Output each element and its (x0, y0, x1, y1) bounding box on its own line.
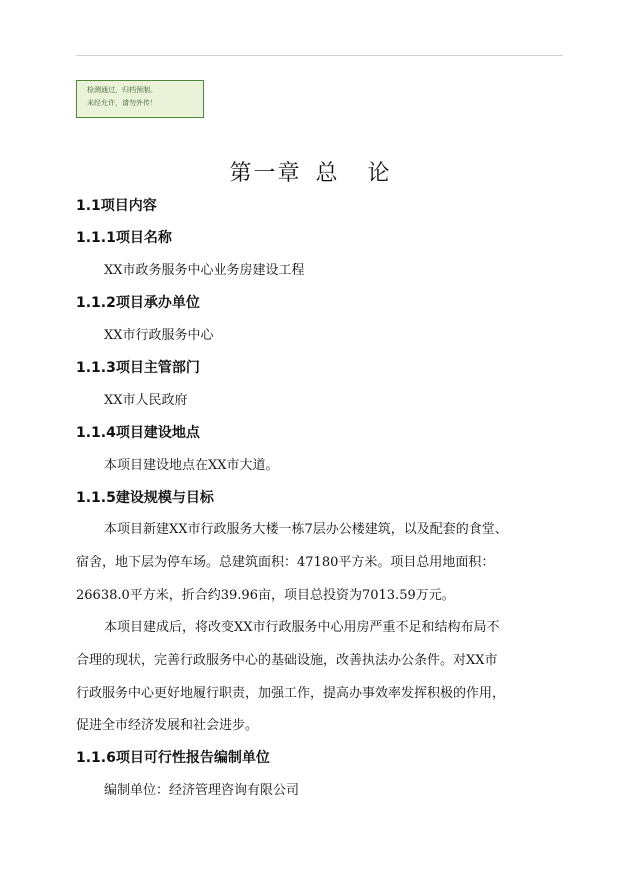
chapter-word-2: 论 (367, 161, 392, 186)
construction-site: 本项目建设地点在XX市大道。 (104, 458, 279, 473)
chapter-title (0, 160, 621, 188)
approval-stamp (76, 80, 204, 118)
scale-paragraph-line: 宿舍，地下层为停车场。总建筑面积：47180平方米。项目总用地面积： (76, 555, 495, 570)
section-heading: 1.1项目内容 (76, 198, 157, 214)
goal-paragraph-line: 行政服务中心更好地履行职责，加强工作，提高办事效率发挥积极的作用， (76, 686, 506, 701)
chapter-number: 第一章 (229, 161, 302, 186)
project-name: XX市政务服务中心业务房建设工程 (104, 263, 305, 278)
subsection-heading-3: 1.1.3项目主管部门 (76, 360, 200, 376)
stamp-line-2: 未经允许，请勿外传！ (87, 99, 157, 107)
goal-paragraph-line: 本项目建成后，将改变XX市行政服务中心用房严重不足和结构布局不 (104, 620, 500, 635)
stamp-line-1: 检测通过，归档预制。 (87, 86, 157, 94)
goal-paragraph-line: 促进全市经济发展和社会进步。 (76, 718, 259, 733)
subsection-heading-6: 1.1.6项目可行性报告编制单位 (76, 750, 270, 766)
subsection-heading-1: 1.1.1项目名称 (76, 230, 172, 246)
subsection-heading-2: 1.1.2项目承办单位 (76, 295, 200, 311)
scale-paragraph-line: 本项目新建XX市行政服务大楼一栋7层办公楼建筑，以及配套的食堂、 (104, 522, 508, 537)
compiling-unit: 编制单位：经济管理咨询有限公司 (104, 783, 300, 798)
goal-paragraph-line: 合理的现状，完善行政服务中心的基础设施，改善执法办公条件。对XX市 (76, 653, 498, 668)
scale-paragraph-line: 26638.0平方米，折合约39.96亩，项目总投资为7013.59万元。 (76, 588, 455, 603)
subsection-heading-5: 1.1.5建设规模与目标 (76, 490, 214, 506)
chapter-word-1: 总 (315, 161, 340, 186)
header-rule (76, 55, 563, 56)
subsection-heading-4: 1.1.4项目建设地点 (76, 425, 200, 441)
undertaking-unit: XX市行政服务中心 (104, 328, 214, 343)
supervising-department: XX市人民政府 (104, 393, 188, 408)
